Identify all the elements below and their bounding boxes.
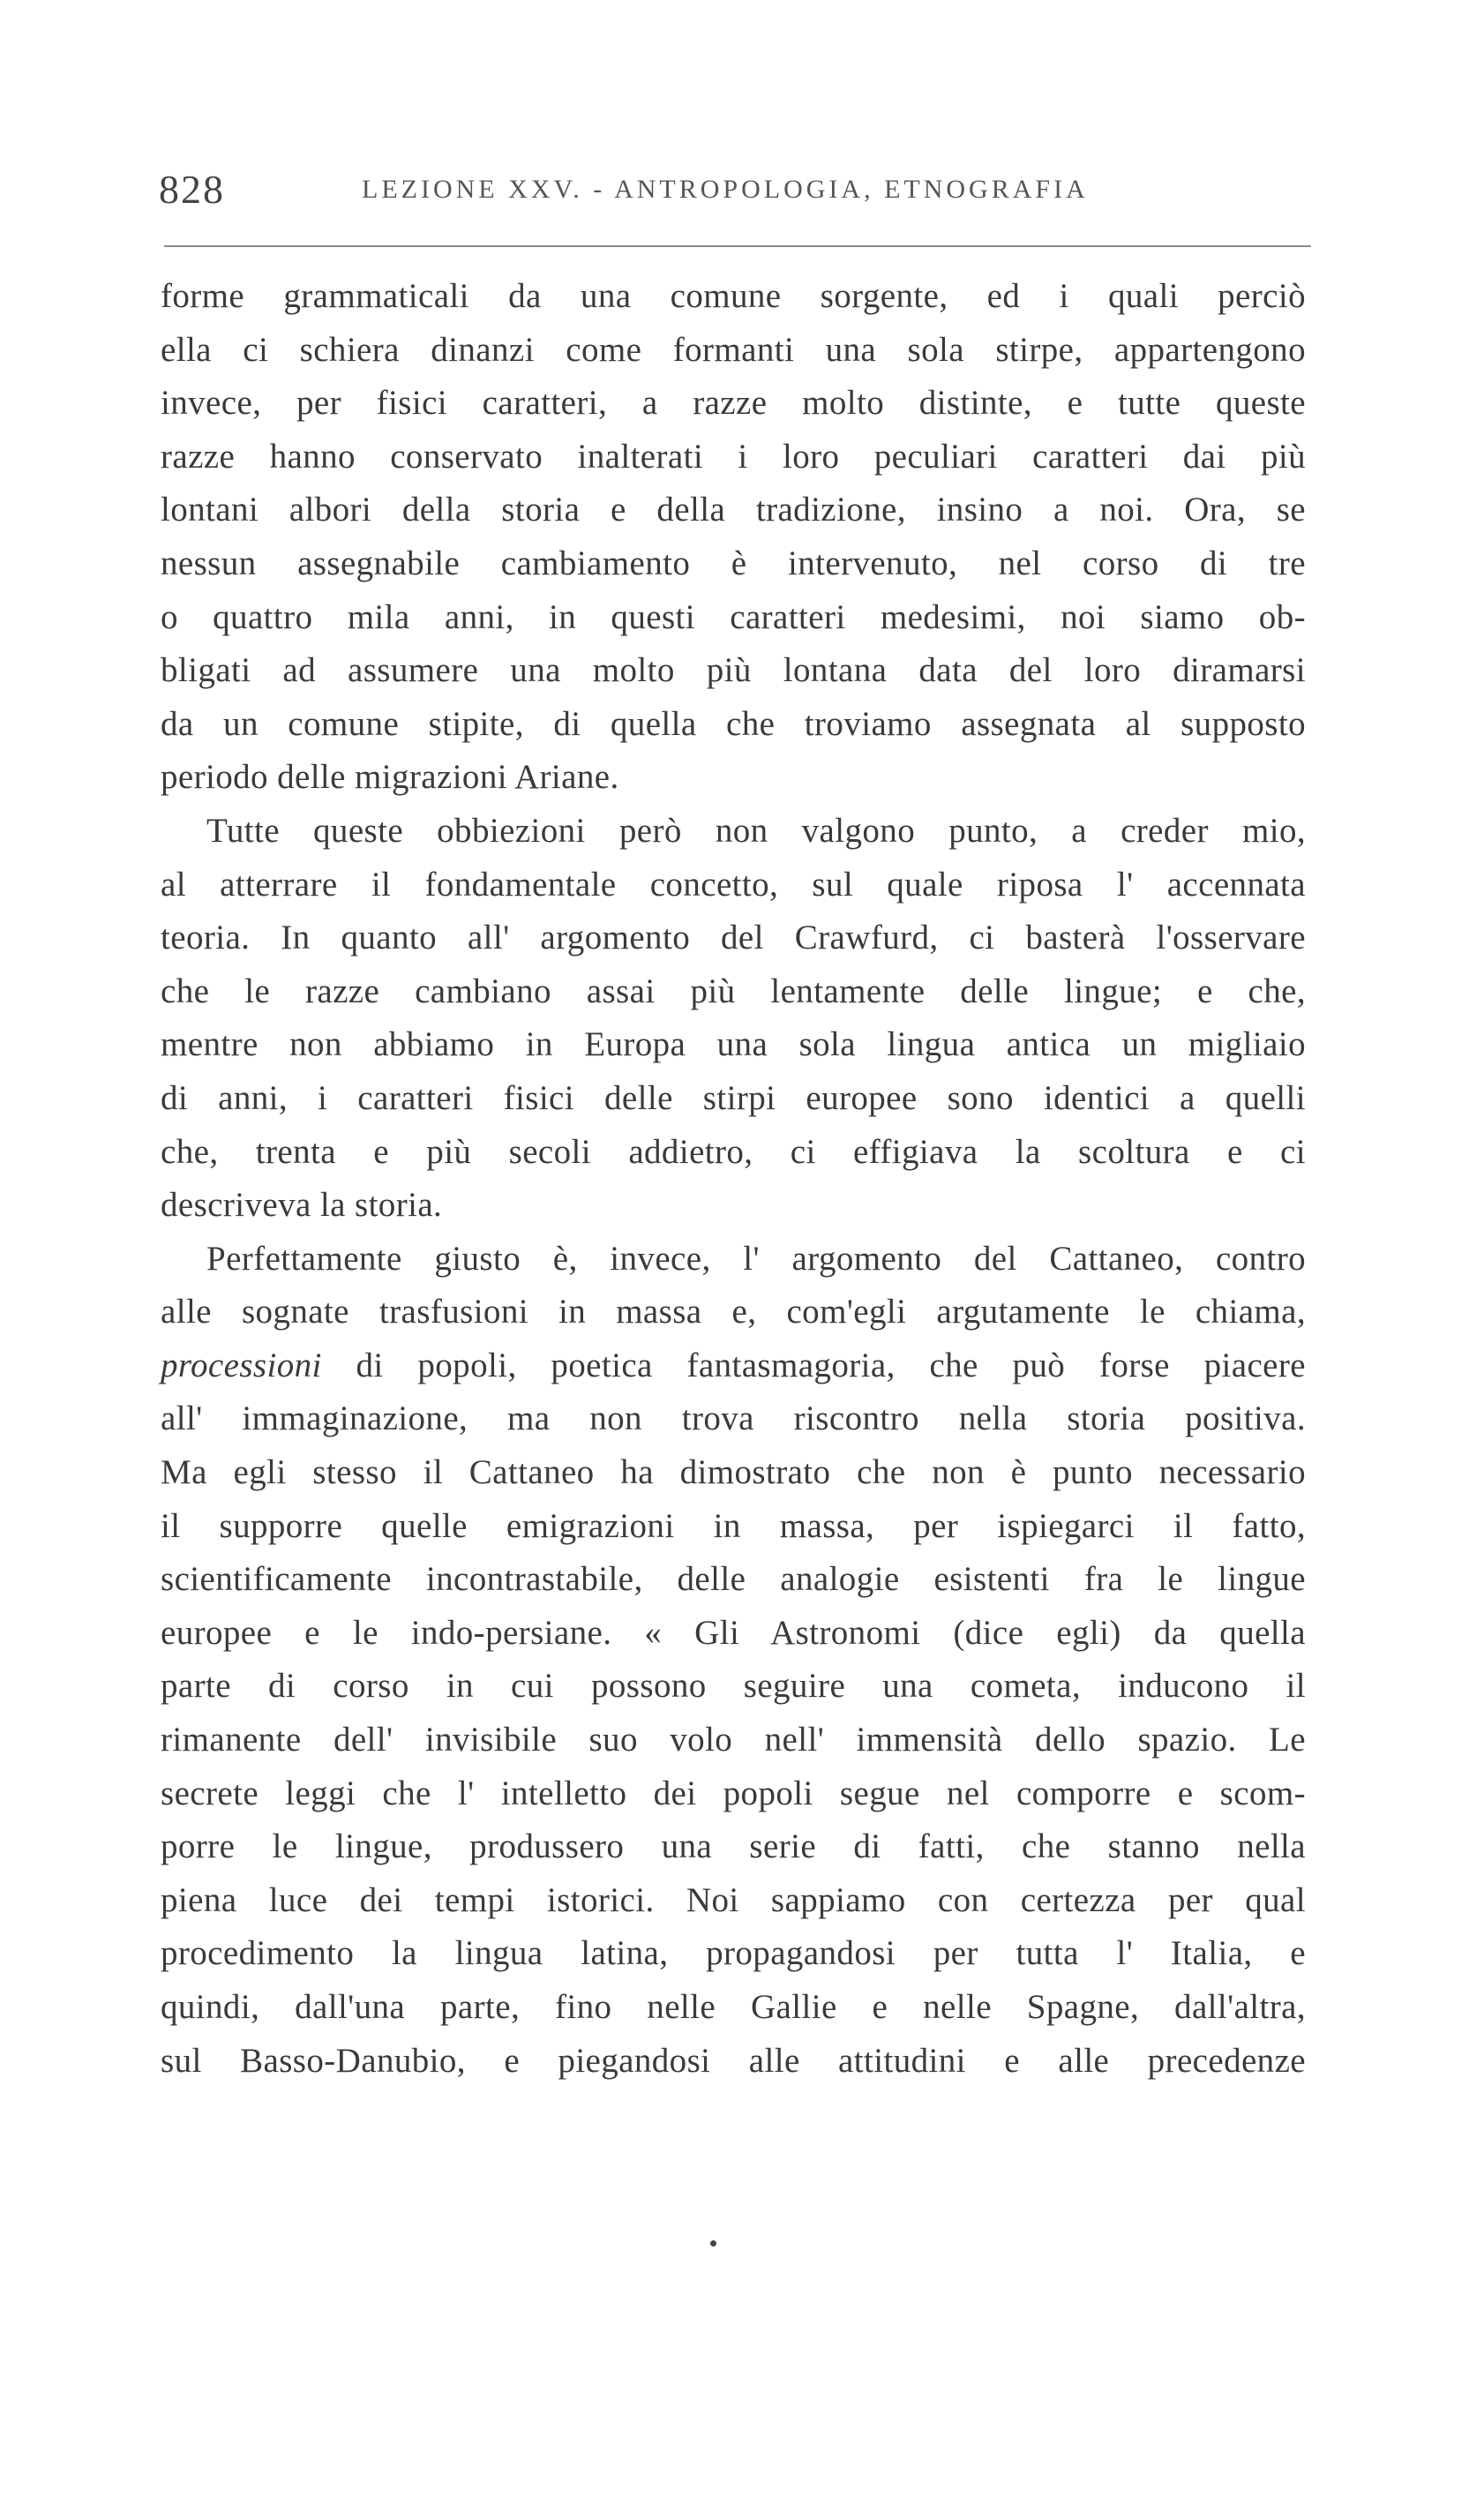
text-line: ella ci schiera dinanzi come formanti una sola stirpe, appartengono [161,330,1306,369]
running-head: LEZIONE XXV. - ANTROPOLOGIA, ETNOGRAFIA [362,175,1089,204]
text-line-rest: di popoli, poetica fantasmagoria, che può forse piacere [356,1346,1306,1384]
text-line: che, trenta e più secoli addietro, ci effigiava la scoltura e ci [161,1132,1306,1171]
text-line: Perfettamente giusto è, invece, l' argomento del Cattaneo, contro [206,1239,1306,1278]
footer-dot [710,2240,716,2247]
text-line: rimanente dell' invisibile suo volo nell' immensità dello spazio. Le [161,1721,1306,1759]
body-text [161,270,1306,2088]
text-line: di anni, i caratteri fisici delle stirpi europee sono identici a quelli [161,1078,1306,1117]
text-line: al atterrare il fondamentale concetto, sul quale riposa l' accennata [161,865,1306,904]
text-line: il supporre quelle emigrazioni in massa, per ispiegarci il fatto, [161,1506,1306,1545]
text-line: porre le lingue, produssero una serie di fatti, che stanno nella [161,1827,1306,1866]
text-line: da un comune stipite, di quella che troviamo assegnata al supposto [161,704,1306,743]
text-line: Tutte queste obbiezioni però non valgono punto, a creder mio, [206,811,1306,850]
text-line: sul Basso-Danubio, e piegandosi alle attitudini e alle precedenze [161,2041,1306,2080]
text-line: o quattro mila anni, in questi caratteri medesimi, noi siamo ob- [161,597,1306,636]
text-line: mentre non abbiamo in Europa una sola lingua antica un migliaio [161,1025,1306,1064]
text-line: periodo delle migrazioni Ariane. [161,758,619,797]
text-line: descriveva la storia. [161,1186,443,1225]
text-line: teoria. In quanto all' argomento del Crawfurd, ci basterà l'osservare [161,919,1306,957]
text-line: lontani albori della storia e della tradizione, insino a noi. Ora, se [161,491,1306,529]
text-line: bligati ad assumere una molto più lontana data del loro diramarsi [161,651,1306,690]
text-line: europee e le indo-persiane. « Gli Astronomi (dice egli) da quella [161,1613,1306,1652]
text-line: che le razze cambiano assai più lentamente delle lingue; e che, [161,971,1306,1010]
text-line: procedimento la lingua latina, propagandosi per tutta l' Italia, e [161,1934,1306,1973]
text-line: quindi, dall'una parte, fino nelle Gallie e nelle Spagne, dall'altra, [161,1988,1306,2026]
text-line: alle sognate trasfusioni in massa e, com'egli argutamente le chiama, [161,1293,1306,1332]
text-line-with-italic [161,1339,1306,1393]
text-line: scientificamente incontrastabile, delle analogie esistenti fra le lingue [161,1560,1306,1599]
text-line: nessun assegnabile cambiamento è intervenuto, nel corso di tre [161,544,1306,582]
text-line: forme grammaticali da una comune sorgente, ed i quali perciò [161,277,1306,315]
text-line: Ma egli stesso il Cattaneo ha dimostrato che non è punto necessario [161,1453,1306,1492]
text-line: secrete leggi che l' intelletto dei popoli segue nel comporre e scom- [161,1774,1306,1812]
italic-word: processioni [161,1346,322,1384]
text-line: invece, per fisici caratteri, a razze molto distinte, e tutte queste [161,384,1306,423]
page-header [159,166,1308,219]
header-rule [164,245,1311,247]
text-line: parte di corso in cui possono seguire una cometa, inducono il [161,1667,1306,1706]
text-line: all' immaginazione, ma non trova riscontro nella storia positiva. [161,1399,1306,1438]
text-line: razze hanno conservato inalterati i loro peculiari caratteri dai più [161,437,1306,476]
text-line: piena luce dei tempi istorici. Noi sappiamo con certezza per qual [161,1880,1306,1919]
page-number: 828 [159,167,225,212]
